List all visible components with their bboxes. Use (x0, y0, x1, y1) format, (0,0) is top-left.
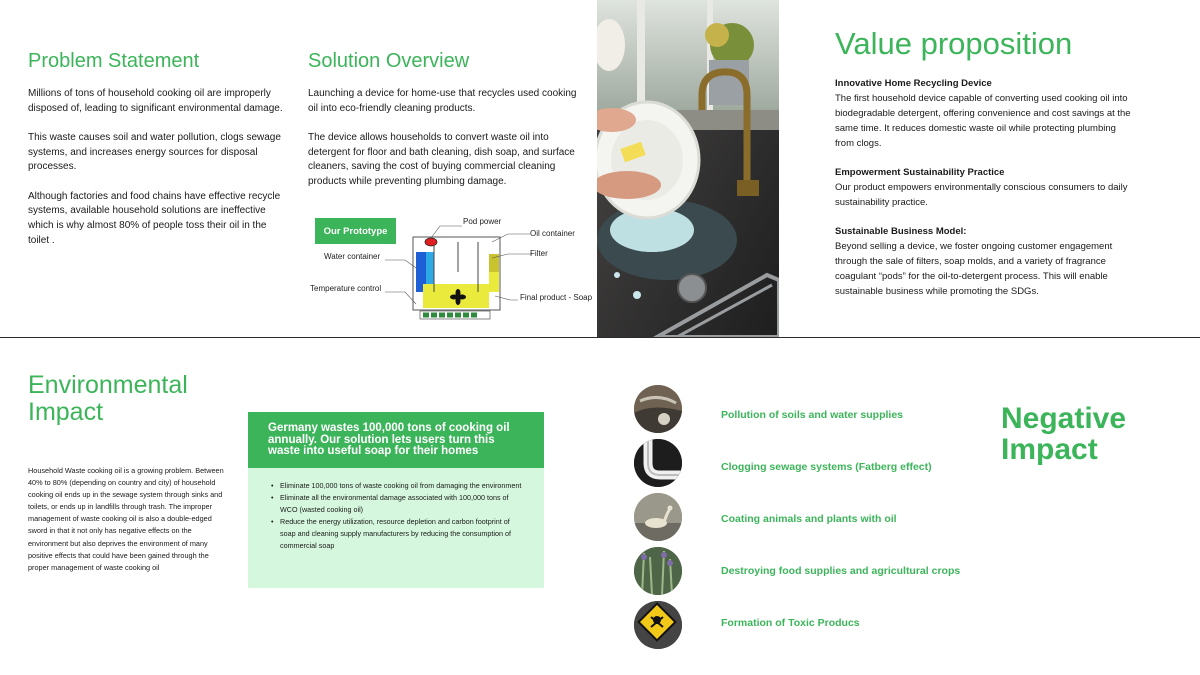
solution-paragraph: The device allows households to convert waste oil into detergent for floor and bath cleaning, dish soap, and surface cleaners, saving the cost of buying commercial cleaning products while preventing plumbing damage. (308, 131, 575, 188)
value-item-body: Our product empowers environmentally conscious consumers to daily sustainability practice. (835, 182, 1128, 208)
water-container-label: Water container (324, 252, 381, 261)
final-product-label: Final product - Soap (520, 293, 593, 302)
value-proposition-title: Value proposition (835, 26, 1073, 61)
filter-label: Filter (530, 249, 548, 258)
negative-impact-item: Clogging sewage systems (Fatberg effect) (721, 461, 932, 473)
solution-overview-section (308, 50, 580, 204)
soil-pollution-image (634, 385, 682, 433)
problem-statement-title: Problem Statement (28, 50, 200, 72)
dishwashing-photo (597, 0, 779, 337)
germany-bullet: • Reduce the energy utilization, resource depletion and carbon footprint of soap and cleaning supply manufacturers by reducing the consumption of commercial soap (273, 516, 524, 552)
oil-container-label: Oil container (530, 229, 575, 238)
our-prototype-badge: Our Prototype (315, 218, 396, 244)
pod-power-label: Pod power (463, 217, 502, 226)
germany-bullet-list (248, 468, 544, 552)
sewage-pipe-image (634, 439, 682, 487)
negative-impact-item: Coating animals and plants with oil (721, 513, 897, 525)
prototype-diagram (310, 212, 600, 327)
germany-bullet: • Eliminate all the environmental damage associated with 100,000 tons of WCO (wasted cooking oil) (273, 492, 524, 516)
toxic-sign-image (634, 601, 682, 649)
crops-image (634, 547, 682, 595)
problem-paragraph: Millions of tons of household cooking oil are improperly disposed of, leading to significant environmental damage. (28, 88, 283, 114)
negative-impact-item: Destroying food supplies and agricultural crops (721, 565, 961, 577)
negative-impact-item: Formation of Toxic Producs (721, 617, 860, 629)
solution-paragraph: Launching a device for home-use that recycles used cooking oil into eco-friendly cleaning products. (308, 88, 577, 114)
value-item-heading: Empowerment Sustainability Practice (835, 167, 1005, 178)
solution-overview-title: Solution Overview (308, 50, 470, 72)
negative-impact-title (1001, 403, 1126, 465)
temperature-control-label: Temperature control (310, 284, 382, 293)
value-item-body: Beyond selling a device, we foster ongoing customer engagement through the sale of filters, soap molds, and a variety of fragrance coagulant “pods” for the oil-to-detergent process. This will enable sustainable business while promoting the SDGs. (835, 241, 1113, 297)
germany-highlight-box (248, 412, 544, 588)
environmental-impact-title-line2: Impact (28, 398, 104, 426)
value-item-heading: Innovative Home Recycling Device (835, 78, 992, 89)
negative-impact-title-line1: Negative (1001, 402, 1127, 435)
environmental-impact-text: Household Waste cooking oil is a growing problem. Between 40% to 80% (depending on country and city) of household cooking oil ends up in the sewage system through sinks and toilets, or ends up in landfills through trash. The improper management of waste cooking oil is also a double-edged sword in that it not only has negative effects on the environment but also deprives the environment of many positive effects that could have been gained through the proper management of waste cooking oil (28, 466, 224, 572)
oiled-bird-image (634, 493, 682, 541)
environmental-impact-title-line1: Environmental (28, 371, 188, 399)
value-proposition-section (835, 26, 1135, 313)
germany-heading: Germany wastes 100,000 tons of cooking oil annually. Our solution lets users turn this waste into useful soap for their homes (248, 412, 544, 468)
value-item-heading: Sustainable Business Model: (835, 226, 967, 237)
section-divider (0, 337, 1200, 338)
problem-paragraph: Although factories and food chains have effective recycle systems, available household solutions are ineffective which is why almost 80% of people toss their oil in the toilet . (28, 190, 281, 246)
negative-impact-item: Pollution of soils and water supplies (721, 409, 904, 421)
germany-bullet: • Eliminate 100,000 tons of waste cooking oil from damaging the environment (273, 480, 524, 492)
problem-paragraph: This waste causes soil and water pollution, clogs sewage systems, and increases energy sources for disposal processes. (28, 131, 281, 173)
problem-statement-section (28, 50, 290, 263)
environmental-impact-title-block (28, 372, 218, 426)
value-item-body: The first household device capable of converting used cooking oil into biodegradable detergent, offering convenience and cost savings at the same time. It reduces domestic waste oil while protecting plumbing from clogs. (835, 93, 1131, 149)
negative-impact-title-line2: Impact (1001, 433, 1098, 466)
environmental-impact-title (28, 372, 218, 426)
